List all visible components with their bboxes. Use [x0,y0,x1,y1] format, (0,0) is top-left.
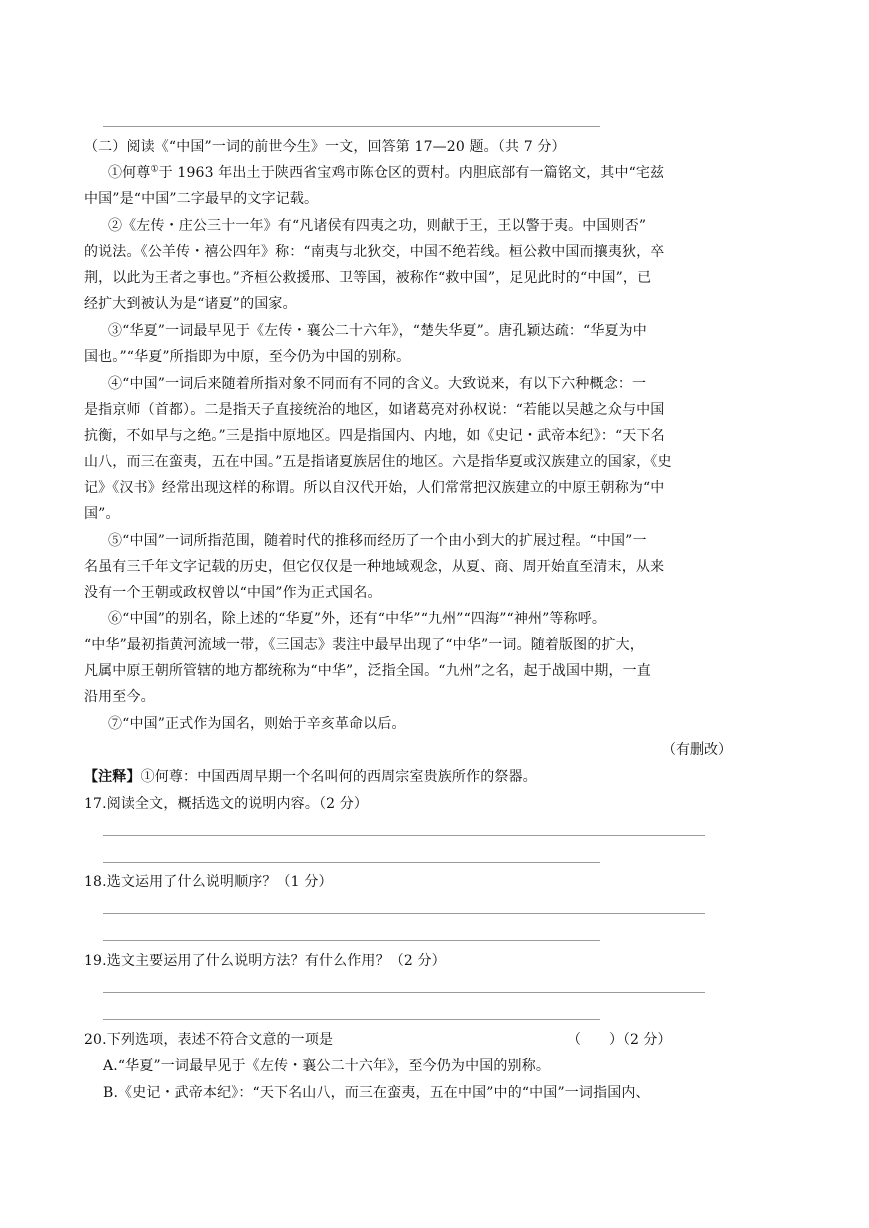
paragraph-6-line-2: “中华”最初指黄河流域一带，《三国志》裴注中最早出现了“中华”一词。随着版图的扩大， [84,637,644,653]
answer-line[interactable] [103,1019,600,1020]
paragraph-4-line-4: 山八，而三在蛮夷，五在中国。”五是指诸夏族居住的地区。六是指华夏或汉族建立的国家，《史 [84,454,672,470]
paragraph-6-line-1: ⑥“中国”的别名，除上述的“华夏”外，还有“中华”“九州”“四海”“神州”等称呼。 [108,611,607,627]
paragraph-4-line-3: 抗衡，不如早与之绝。”三是指中原地区。四是指国内、内地，如《史记・武帝本纪》：“天下名 [84,428,665,444]
paragraph-6-line-4: 沿用至今。 [84,689,155,705]
question-20: 20.下列选项，表述不符合文意的一项是 [84,1032,334,1048]
paragraph-2-line-4: 经扩大到被认为是“诸夏”的国家。 [84,296,297,312]
paragraph-5-line-2: 名虽有三千年文字记载的历史，但它仅仅是一种地域观念，从夏、商、周开始直至清末，从来 [84,559,665,575]
option-a[interactable]: A.“华夏”一词最早见于《左传・襄公二十六年》，至今仍为中国的别称。 [103,1058,550,1074]
paragraph-3-line-1: ③“华夏”一词最早见于《左传・襄公二十六年》，“楚失华夏”。唐孔颖达疏：“华夏为中 [108,323,647,339]
paragraph-2-line-3: 荆，以此为王者之事也。”齐桓公救援邢、卫等国，被称作“救中国”，足见此时的“中国”，已 [84,270,652,286]
paragraph-6-line-3: 凡属中原王朝所管辖的地方都统称为“中华”，泛指全国。“九州”之名，起于战国中期，一直 [84,663,651,679]
paragraph-4-line-6: 国”。 [84,506,120,522]
paragraph-1-line-2: 中国”是“中国”二字最早的文字记载。 [84,191,319,207]
answer-line[interactable] [103,940,600,941]
section-header: （二）阅读《“中国”一词的前世今生》一文，回答第 17—20 题。（共 7 分） [84,139,566,155]
annotation-label: 【注释】 [84,769,141,785]
paragraph-4-line-5: 记》《汉书》经常出现这样的称谓。所以自汉代开始，人们常常把汉族建立的中原王朝称为“中 [84,480,665,496]
annotation-text: ①何尊：中国西周早期一个名叫何的西周宗室贵族所作的祭器。 [140,769,537,785]
paragraph-4-line-1: ④“中国”一词后来随着所指对象不同而有不同的含义。大致说来，有以下六种概念：一 [108,376,647,392]
paragraph-5-line-3: 没有一个王朝或政权曾以“中国”作为正式国名。 [84,585,382,601]
question-19: 19.选文主要运用了什么说明方法？有什么作用？（2 分） [84,953,446,969]
answer-bracket[interactable]: （ ）（2 分） [567,1032,672,1048]
answer-line[interactable] [103,862,600,863]
footnote-marker: ① [150,164,159,175]
paragraph-5-line-1: ⑤“中国”一词所指范围，随着时代的推移而经历了一个由小到大的扩展过程。“中国”一 [108,533,647,549]
answer-line[interactable] [103,835,705,836]
option-b[interactable]: B.《史记・武帝本纪》：“天下名山八，而三在蛮夷，五在中国”中的“中国”一词指国内、 [103,1085,650,1101]
annotation [84,768,537,786]
paragraph-3-line-2: 国也。”“华夏”所指即为中原，至今仍为中国的别称。 [84,349,411,365]
question-17: 17.阅读全文，概括选文的说明内容。（2 分） [84,796,369,812]
paragraph-2-line-1: ②《左传・庄公三十一年》有“凡诸侯有四夷之功，则献于王，王以警于夷。中国则否” [108,218,647,234]
paragraph-4-line-2: 是指京师（首都）。二是指天子直接统治的地区，如诸葛亮对孙权说：“若能以吴越之众与中国 [84,402,665,418]
paragraph-1-line-1: ①何尊①于 1963 年出土于陕西省宝鸡市陈仓区的贾村。内胆底部有一篇铭文，其中“宅兹 [108,164,665,181]
source-note: （有删改） [662,742,732,758]
paragraph-2-line-2: 的说法。《公羊传・禧公四年》称：“南夷与北狄交，中国不绝若线。桓公救中国而攘夷狄，卒 [84,244,665,260]
answer-line[interactable] [103,913,705,914]
answer-line[interactable] [103,992,705,993]
paragraph-7: ⑦“中国”正式作为国名，则始于辛亥革命以后。 [108,716,406,732]
answer-line [103,126,600,127]
question-18: 18.选文运用了什么说明顺序？（1 分） [84,874,333,890]
